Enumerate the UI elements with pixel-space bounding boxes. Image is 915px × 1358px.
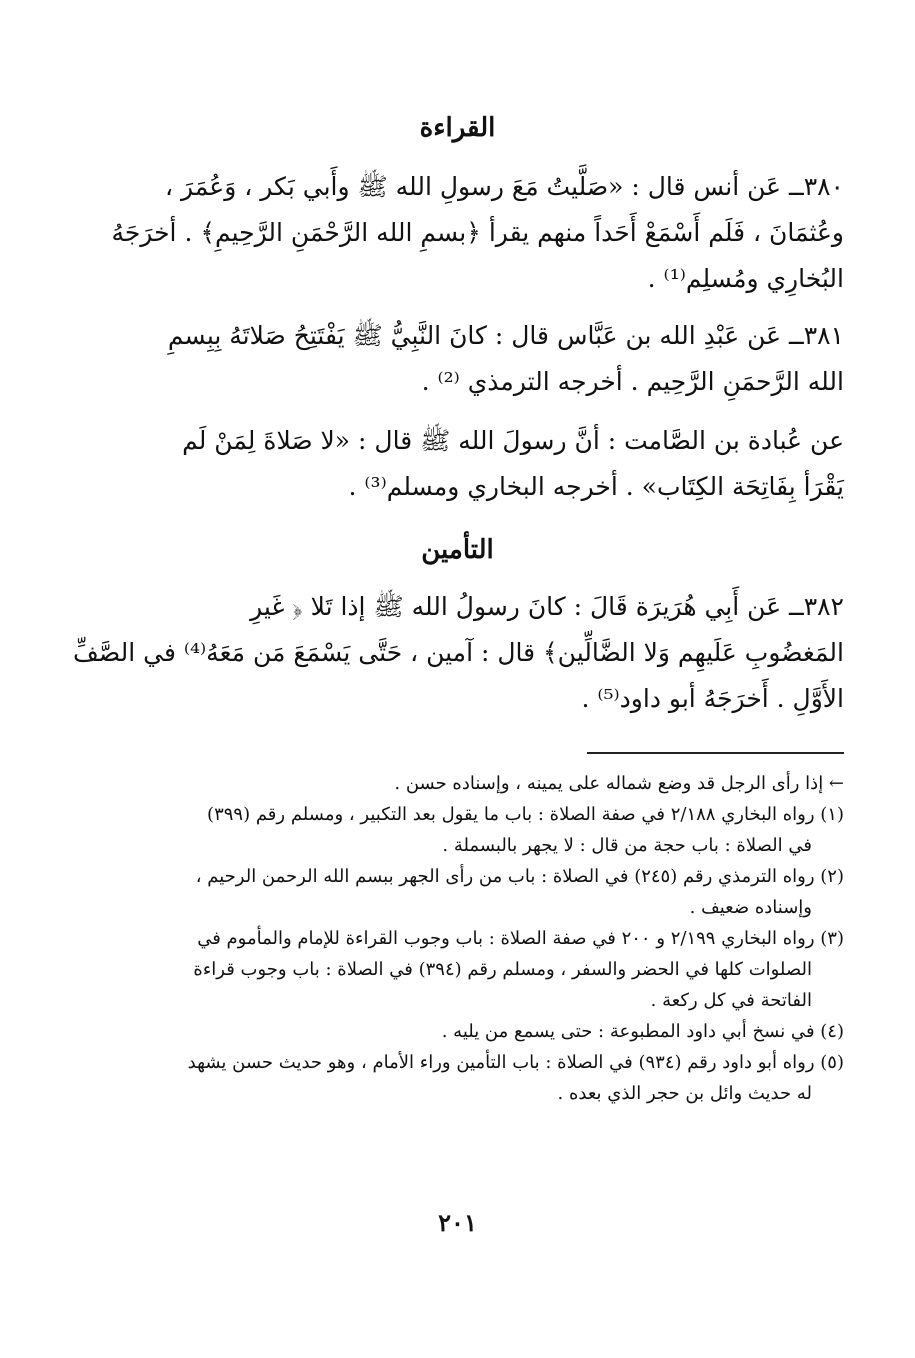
footnote-5-line-2: له حديث وائل بن حجر الذي بعده .	[557, 1083, 812, 1104]
footnote-3-line-3: الفاتحة في كل ركعة .	[650, 990, 812, 1011]
footnote-2-line-1: (٢) رواه الترمذي رقم (٢٤٥) في الصلاة : باب من رأى الجهر ببسم الله الرحمن الرحيم ،	[195, 866, 844, 887]
hadith-ubada-line-1: عن عُبادة بن الصَّامت : أنَّ رسولَ الله ﷺ قال : «لا صَلاةَ لِمَنْ لَم	[182, 426, 844, 455]
hadith-382	[73, 584, 844, 722]
hadith-380	[92, 164, 844, 302]
footnote-1-line-1: (١) رواه البخاري ٢/١٨٨ في صفة الصلاة : باب ما يقول بعد التكبير ، ومسلم رقم (٣٩٩)	[207, 804, 844, 825]
footnote-3-line-1: (٣) رواه البخاري ٢/١٩٩ و ٢٠٠ في صفة الصلاة : باب وجوب القراءة للإمام والمأموم في	[197, 928, 844, 949]
footnote-3-line-2: الصلوات كلها في الحضر والسفر ، ومسلم رقم (٣٩٤) في الصلاة : باب وجوب قراءة	[193, 959, 812, 980]
hadith-382-line-1: ٣٨٢ــ عَن أَبِي هُرَيرَة قَالَ : كانَ رسولُ الله ﷺ إذا تَلا ﴿ غَيرِ	[250, 592, 844, 621]
heading-reading: القراءة	[419, 113, 496, 143]
hadith-ubada-line-2: يَقْرَأ بِفَاتِحَة الكِتَاب» . أخرجه البخاري ومسلم⁽³⁾ .	[348, 472, 844, 501]
footnote-separator	[587, 752, 844, 754]
hadith-ubada	[92, 418, 844, 510]
footnote-1-line-2: في الصلاة : باب حجة من قال : لا يجهر بالبسملة .	[442, 835, 812, 856]
page-number: ٢٠١	[438, 1208, 477, 1237]
hadith-380-line-1: ٣٨٠ــ عَن أنس قال : «صَلَّيتُ مَعَ رسولِ الله ﷺ وأَبي بَكر ، وَعُمَرَ ،	[165, 172, 844, 201]
footnote-5-line-1: (٥) رواه أبو داود رقم (٩٣٤) في الصلاة : باب التأمين وراء الأمام ، وهو حديث حسن يشهد	[187, 1052, 844, 1073]
footnote-4-line-1: (٤) في نسخ أبي داود المطبوعة : حتى يسمع من يليه .	[441, 1021, 844, 1042]
hadith-382-line-2: المَغضُوبِ عَلَيهِم وَلا الضَّالِّين﴾ قال : آمين ، حَتَّى يَسْمَعَ مَن مَعَهُ⁽⁴⁾ في الصَّفِّ	[73, 638, 844, 667]
footnotes	[92, 768, 844, 1109]
hadith-382-line-3: الأَوَّلِ . أَخرَجَهُ أبو داود⁽⁵⁾ .	[581, 684, 844, 713]
hadith-381-line-2: الله الرَّحمَنِ الرَّحِيم . أخرجه الترمذي ⁽²⁾ .	[421, 367, 844, 396]
hadith-380-line-2: وعُثمَانَ ، فَلَم أَسْمَعْ أَحَداً منهم يقرأ ﴿بسمِ الله الرَّحْمَنِ الرَّحِيمِ﴾ . أخرَجَهُ	[111, 218, 844, 247]
heading-tamin: التأمين	[421, 535, 494, 565]
hadith-380-line-3: البُخارِي ومُسلِم⁽¹⁾ .	[647, 264, 844, 293]
footnote-continuation: ← إذا رأى الرجل قد وضع شماله على يمينه ، وإسناده حسن .	[394, 773, 844, 794]
footnote-2-line-2: وإسناده ضعيف .	[689, 897, 812, 918]
hadith-381-line-1: ٣٨١ــ عَن عَبْدِ الله بن عَبَّاس قال : كانَ النَّبِيُّ ﷺ يَفْتَتِحُ صَلاتَهُ بِبِسمِ	[167, 321, 844, 350]
hadith-381	[92, 313, 844, 405]
